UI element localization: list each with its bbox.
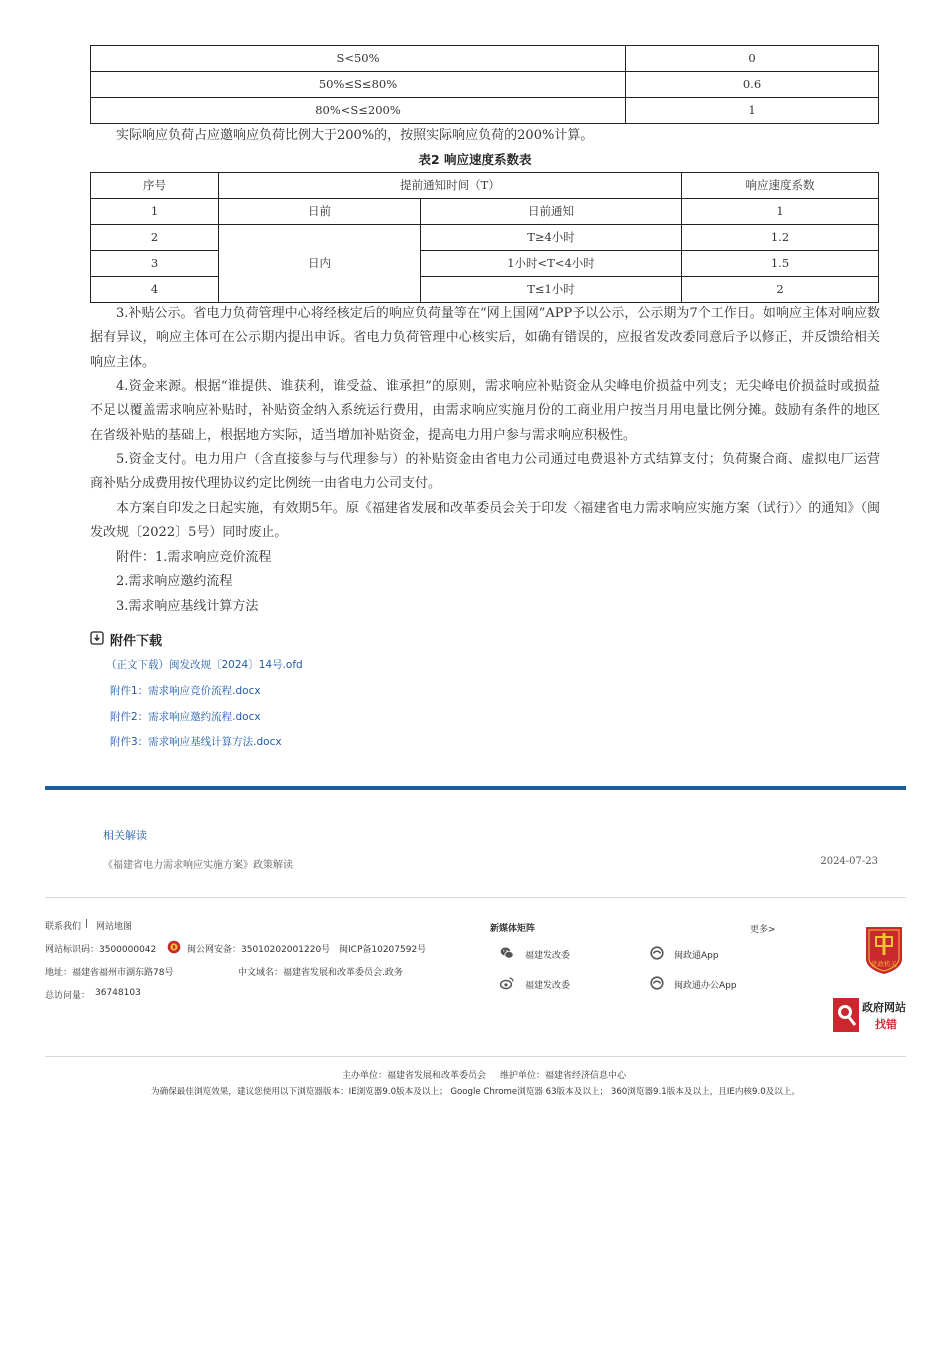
media-label: 闽政通App bbox=[674, 951, 719, 961]
related-title: 相关解读 bbox=[103, 829, 147, 842]
media-item-mzt-office-app[interactable] bbox=[650, 975, 737, 994]
table-cell: T≥4小时 bbox=[421, 225, 682, 251]
site-id: 网站标识码：3500000042 bbox=[45, 945, 157, 955]
table-cell: 1 bbox=[682, 199, 879, 225]
sitemap-link[interactable]: 网站地图 bbox=[96, 922, 133, 932]
table-header: 序号 bbox=[91, 173, 219, 199]
paragraph-subsidy-publicity: 3.补贴公示。省电力负荷管理中心将经核定后的响应负荷量等在“网上国网”APP予以公示，公示期为7个工作日。如响应主体对响应数据有异议，响应主体可在公示期内提出申诉。省电力负荷管理中心核实后，如确有错误的，应报省发改委同意后予以修正，并反馈给相关响应主体。 bbox=[90, 306, 880, 370]
table-caption: 表2 响应速度系数表 bbox=[418, 152, 532, 167]
table-row bbox=[91, 199, 879, 225]
table-header-row bbox=[91, 173, 879, 199]
party-government-badge[interactable] bbox=[862, 925, 906, 975]
download-title-text: 附件下载 bbox=[110, 634, 163, 649]
table-cell: 1 bbox=[626, 98, 879, 124]
media-item-mzt-app[interactable] bbox=[650, 945, 719, 964]
download-icon bbox=[90, 631, 104, 649]
section-divider-bar bbox=[45, 786, 906, 790]
attachment-list-1: 附件：1.需求响应竞价流程 bbox=[116, 550, 272, 565]
media-label: 福建发改委 bbox=[525, 951, 571, 961]
media-label: 福建发改委 bbox=[525, 981, 571, 991]
download-link-attachment-2[interactable]: 附件2：需求响应邀约流程.docx bbox=[110, 711, 261, 723]
download-section-title bbox=[90, 630, 162, 649]
table-row bbox=[91, 277, 879, 303]
table-row bbox=[91, 72, 879, 98]
table-cell: 1 bbox=[91, 199, 219, 225]
table-row bbox=[91, 98, 879, 124]
table-cell: 50%≤S≤80% bbox=[91, 72, 626, 98]
gov-site-error-report-badge[interactable] bbox=[833, 996, 906, 1034]
host-unit: 主办单位：福建省发展和改革委员会 bbox=[342, 1071, 487, 1081]
maintainer-unit: 维护单位：福建省经济信息中心 bbox=[500, 1071, 627, 1081]
table-header: 响应速度系数 bbox=[682, 173, 879, 199]
footer-bottom-divider bbox=[45, 1056, 906, 1057]
app-icon bbox=[650, 975, 664, 994]
badge-text-bottom: 找错 bbox=[875, 1018, 897, 1031]
table-cell: 2 bbox=[682, 277, 879, 303]
table-cell: 日前通知 bbox=[421, 199, 682, 225]
table-row bbox=[91, 251, 879, 277]
police-emblem-icon bbox=[167, 939, 181, 958]
table-cell: 0 bbox=[626, 46, 879, 72]
table-cell: 0.6 bbox=[626, 72, 879, 98]
media-item-weibo[interactable] bbox=[500, 975, 570, 994]
weibo-icon bbox=[500, 975, 514, 994]
response-ratio-table bbox=[90, 45, 879, 124]
table-header: 提前通知时间（T） bbox=[219, 173, 682, 199]
attachment-list-3: 3.需求响应基线计算方法 bbox=[116, 599, 259, 614]
over-200-note: 实际响应负荷占应邀响应负荷比例大于200%的，按照实际响应负荷的200%计算。 bbox=[116, 128, 594, 143]
icp-record-link[interactable]: 闽ICP备10207592号 bbox=[339, 945, 427, 955]
table-cell: 3 bbox=[91, 251, 219, 277]
badge-text: 党政机关 bbox=[871, 960, 897, 968]
police-record-link[interactable]: 闽公网安备：35010202001220号 bbox=[187, 945, 331, 955]
table-cell: 2 bbox=[91, 225, 219, 251]
related-interpretation-link[interactable]: 《福建省电力需求响应实施方案》政策解读 bbox=[103, 860, 293, 871]
table-cell: 日内 bbox=[219, 225, 421, 303]
contact-us-link[interactable]: 联系我们 bbox=[45, 922, 82, 932]
app-icon bbox=[650, 945, 664, 964]
table-cell: 1.2 bbox=[682, 225, 879, 251]
table-cell: 日前 bbox=[219, 199, 421, 225]
attachment-list-2: 2.需求响应邀约流程 bbox=[116, 574, 233, 589]
visit-count: 36748103 bbox=[95, 988, 141, 998]
related-date: 2024-07-23 bbox=[820, 856, 878, 867]
table-cell: 1.5 bbox=[682, 251, 879, 277]
wechat-icon bbox=[500, 945, 514, 964]
visit-count-label: 总访问量： bbox=[45, 991, 91, 1001]
download-link-attachment-3[interactable]: 附件3：需求响应基线计算方法.docx bbox=[110, 736, 282, 748]
media-label: 闽政通办公App bbox=[674, 981, 737, 991]
paragraph-fund-payment: 5.资金支付。电力用户（含直接参与与代理参与）的补贴资金由省电力公司通过电费退补方式结算支付；负荷聚合商、虚拟电厂运营商补贴分成费用按代理协议约定比例统一由省电力公司支付。 bbox=[90, 452, 880, 492]
footer-divider bbox=[45, 897, 906, 898]
site-address: 地址：福建省福州市湖东路78号 bbox=[45, 968, 174, 978]
paragraph-fund-source: 4.资金来源。根据“谁提供、谁获利，谁受益、谁承担”的原则，需求响应补贴资金从尖峰电价损益中列支；无尖峰电价损益时或损益不足以覆盖需求响应补贴时，补贴资金纳入系统运行费用，由需求响应实施月份的工商业用户按当月用电量比例分摊。鼓励有条件的地区在省级补贴的基础上，根据地方实际，适当增加补贴资金，提高电力用户参与需求响应积极性。 bbox=[90, 379, 880, 443]
browser-recommendation: 为确保最佳浏览效果，建议您使用以下浏览器版本：IE浏览器9.0版本及以上； Google Chrome浏览器 63版本及以上； 360浏览器9.1版本及以上，且IE内核9.0及以上。 bbox=[151, 1087, 801, 1097]
download-link-main[interactable]: （正文下载）闽发改规〔2024〕14号.ofd bbox=[106, 659, 303, 671]
download-link-attachment-1[interactable]: 附件1：需求响应竞价流程.docx bbox=[110, 685, 261, 697]
badge-text-top: 政府网站 bbox=[862, 1001, 906, 1014]
media-matrix-title: 新媒体矩阵 bbox=[490, 924, 536, 934]
table-row bbox=[91, 46, 879, 72]
media-item-wechat[interactable] bbox=[500, 945, 570, 964]
table-row bbox=[91, 225, 879, 251]
footer-separator: | bbox=[85, 919, 89, 929]
table-cell: 4 bbox=[91, 277, 219, 303]
table-cell: 1小时<T<4小时 bbox=[421, 251, 682, 277]
table-cell: T≤1小时 bbox=[421, 277, 682, 303]
more-media-link[interactable]: 更多> bbox=[750, 925, 776, 935]
chinese-domain: 中文域名：福建省发展和改革委员会.政务 bbox=[238, 968, 403, 978]
table-cell: 80%<S≤200% bbox=[91, 98, 626, 124]
response-speed-table bbox=[90, 172, 879, 303]
table-cell: S<50% bbox=[91, 46, 626, 72]
paragraph-effective-date: 本方案自印发之日起实施，有效期5年。原《福建省发展和改革委员会关于印发〈福建省电力需求响应实施方案（试行）〉的通知》（闽发改规〔2022〕5号）同时废止。 bbox=[90, 501, 880, 541]
